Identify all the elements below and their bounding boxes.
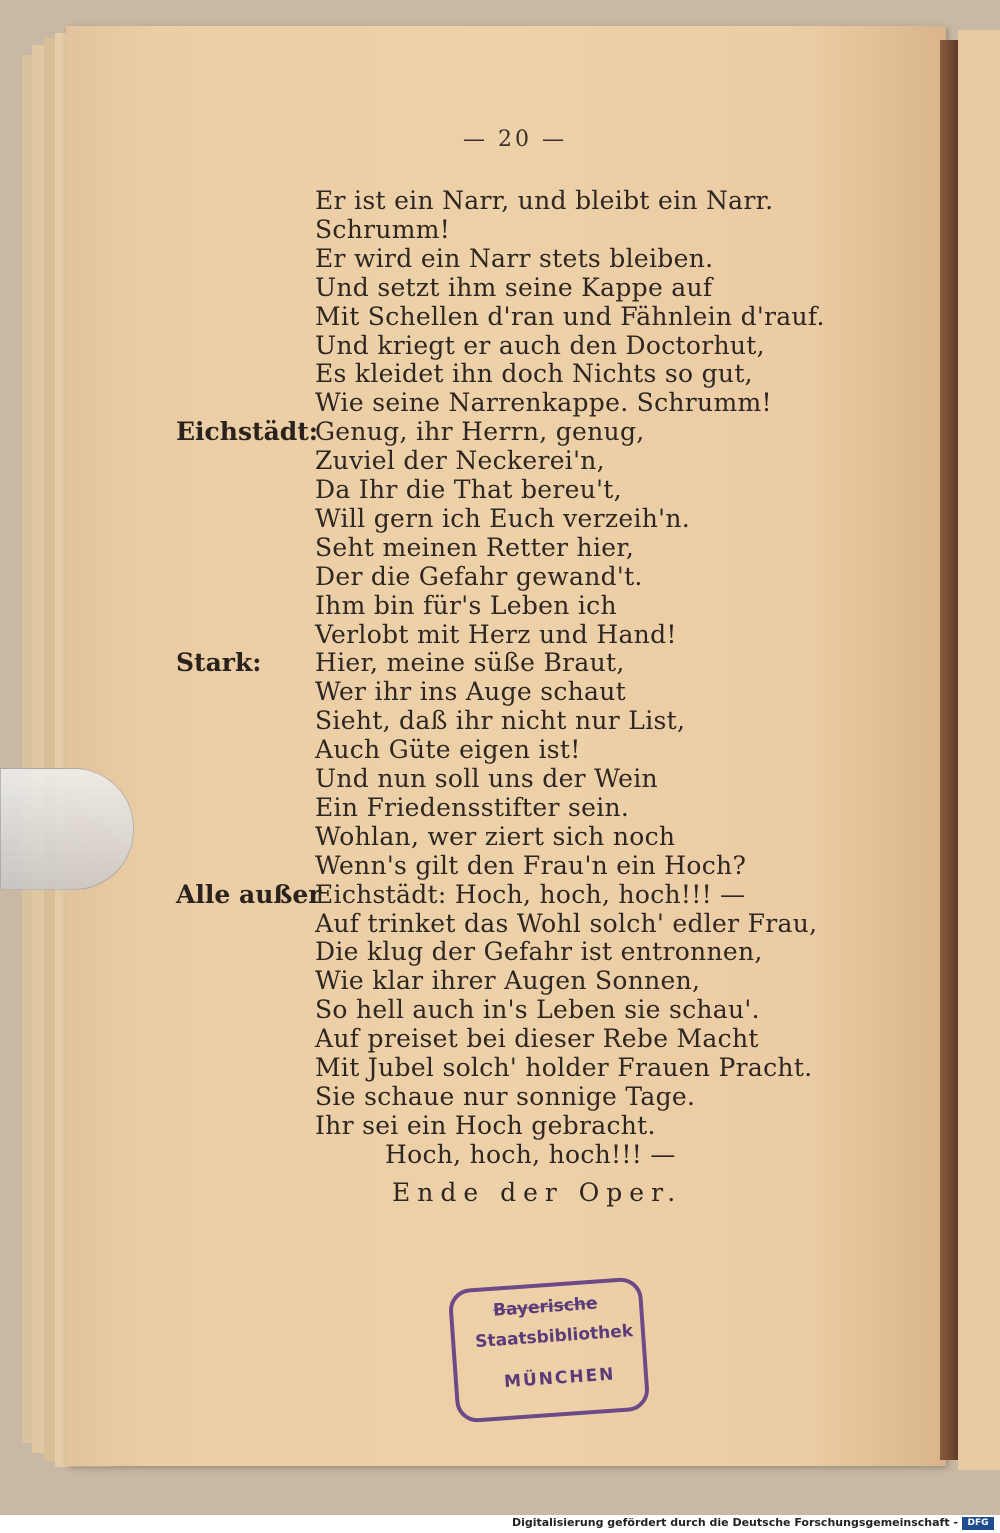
book-gutter <box>940 40 960 1460</box>
verse-line: Die klug der Gefahr ist entronnen, <box>315 937 763 967</box>
footer-credit: Digitalisierung gefördert durch die Deutsche Forschungsgemeinschaft - <box>511 1516 958 1529</box>
verse-line: Mit Schellen d'ran und Fähnlein d'rauf. <box>315 301 825 331</box>
verse-line: Wer ihr ins Auge schaut <box>315 677 627 707</box>
verse-line: Hoch, hoch, hoch!!! — <box>385 1139 676 1169</box>
verse-line: Ihr sei ein Hoch gebracht. <box>315 1110 656 1140</box>
verse-line: Auch Güte eigen ist! <box>315 735 581 765</box>
verse-line: Seht meinen Retter hier, <box>315 532 635 562</box>
speaker-label: Eichstädt: <box>176 417 319 447</box>
verse-line: Ein Friedensstifter sein. <box>315 792 630 822</box>
library-stamp <box>448 1276 651 1423</box>
verse-line: Schrumm! <box>315 214 451 244</box>
verse-line: Der die Gefahr gewand't. <box>315 561 643 591</box>
verse-line: Und setzt ihm seine Kappe auf <box>315 272 713 302</box>
verse-line: Mit Jubel solch' holder Frauen Pracht. <box>315 1053 813 1082</box>
verse-line: Genug, ihr Herrn, genug, <box>315 417 645 447</box>
verse-line: Verlobt mit Herz und Hand! <box>315 619 677 649</box>
verse-line: Er wird ein Narr stets bleiben. <box>315 243 714 273</box>
dfg-logo: DFG <box>962 1517 994 1530</box>
verse-line: Auf preiset bei dieser Rebe Macht <box>315 1024 759 1054</box>
speaker-label: Alle außer <box>176 879 322 909</box>
verse-line: Es kleidet ihn doch Nichts so gut, <box>315 359 753 389</box>
page-clip <box>0 768 134 890</box>
verse-line: Sie schaue nur sonnige Tage. <box>315 1081 696 1111</box>
verse-line: Zuviel der Neckerei'n, <box>315 446 605 476</box>
stamp-line-2: Staatsbibliothek <box>474 1321 634 1353</box>
verse-line: Hier, meine süße Braut, <box>315 648 625 678</box>
verse-line: Und kriegt er auch den Doctorhut, <box>315 330 765 360</box>
verse-line: Auf trinket das Wohl solch' edler Frau, <box>315 908 818 938</box>
verse-line: Er ist ein Narr, und bleibt ein Narr. <box>315 186 774 215</box>
stamp-line-3: MÜNCHEN <box>503 1364 617 1393</box>
page-number: — 20 — <box>463 127 567 152</box>
stamp-line-1: Bayerische <box>492 1293 599 1321</box>
next-page-edge <box>958 30 1000 1470</box>
verse-line: Wie klar ihrer Augen Sonnen, <box>315 966 701 996</box>
verse-line: Ihm bin für's Leben ich <box>315 590 617 620</box>
verse-line: Wie seine Narrenkappe. Schrumm! <box>315 388 772 418</box>
ende-der-oper: Ende der Oper. <box>392 1178 683 1207</box>
verse-line: Sieht, daß ihr nicht nur List, <box>315 706 686 736</box>
verse-line: Wenn's gilt den Frau'n ein Hoch? <box>315 850 747 880</box>
verse-line: Da Ihr die That bereu't, <box>315 475 622 504</box>
verse-line: So hell auch in's Leben sie schau'. <box>315 995 760 1025</box>
verse-line: Will gern ich Euch verzeih'n. <box>315 503 690 533</box>
verse-line: Wohlan, wer ziert sich noch <box>315 821 676 851</box>
speaker-label: Stark: <box>176 648 262 678</box>
verse-line: Eichstädt: Hoch, hoch, hoch!!! — <box>315 879 746 909</box>
verse-line: Und nun soll uns der Wein <box>315 764 658 793</box>
